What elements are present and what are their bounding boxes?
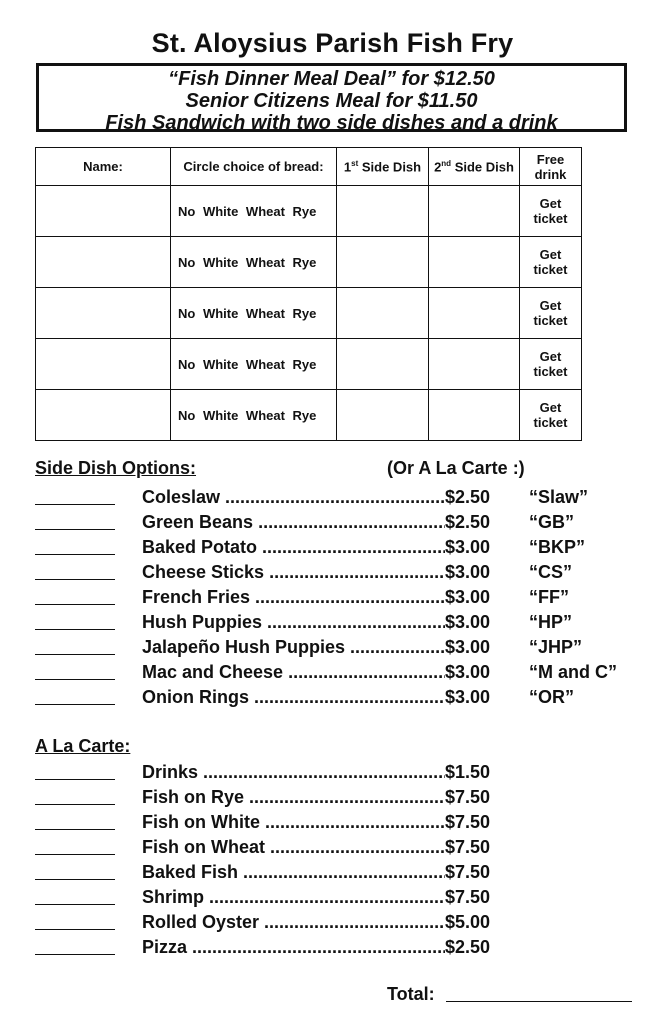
item-name: Jalapeño Hush Puppies ..... bbox=[142, 636, 445, 658]
item-abbreviation: “BKP” bbox=[529, 537, 586, 557]
item-name: Fish on White ..... bbox=[142, 811, 445, 833]
item-price: $2.50 bbox=[445, 512, 491, 532]
quantity-blank[interactable] bbox=[35, 954, 115, 955]
quantity-blank[interactable] bbox=[35, 854, 115, 855]
drink-ticket: Get ticket bbox=[520, 288, 582, 339]
item-name: Shrimp ..... bbox=[142, 886, 445, 908]
list-item bbox=[0, 486, 665, 511]
item-abbreviation: “M and C” bbox=[529, 662, 617, 682]
quantity-blank[interactable] bbox=[35, 904, 115, 905]
item-price: $7.50 bbox=[445, 837, 491, 857]
drink-ticket: Get ticket bbox=[520, 390, 582, 441]
item-name: Onion Rings ..... bbox=[142, 686, 445, 708]
drink-ticket: Get ticket bbox=[520, 237, 582, 288]
side-dish-1-field[interactable] bbox=[337, 237, 429, 288]
item-name: Cheese Sticks ..... bbox=[142, 561, 445, 583]
name-field[interactable] bbox=[36, 237, 171, 288]
quantity-blank[interactable] bbox=[35, 704, 115, 705]
item-price: $2.50 bbox=[445, 937, 491, 957]
quantity-blank[interactable] bbox=[35, 879, 115, 880]
quantity-blank[interactable] bbox=[35, 779, 115, 780]
item-name: Fish on Rye ..... bbox=[142, 786, 445, 808]
item-abbreviation: “FF” bbox=[529, 587, 569, 607]
bread-choice[interactable]: No White Wheat Rye bbox=[171, 237, 337, 288]
item-name: French Fries ..... bbox=[142, 586, 445, 608]
item-price: $3.00 bbox=[445, 662, 491, 682]
item-name: Baked Potato ..... bbox=[142, 536, 445, 558]
quantity-blank[interactable] bbox=[35, 529, 115, 530]
side-dish-2-field[interactable] bbox=[429, 186, 520, 237]
item-price: $7.50 bbox=[445, 787, 491, 807]
list-item bbox=[0, 936, 665, 961]
table-row bbox=[36, 237, 582, 288]
list-item bbox=[0, 511, 665, 536]
list-item bbox=[0, 586, 665, 611]
item-price: $3.00 bbox=[445, 537, 491, 557]
list-item bbox=[0, 636, 665, 661]
item-name: Fish on Wheat ..... bbox=[142, 836, 445, 858]
a-la-carte-heading: A La Carte: bbox=[35, 736, 131, 756]
header-bread: Circle choice of bread: bbox=[171, 148, 337, 186]
item-abbreviation: “CS” bbox=[529, 562, 573, 582]
list-item bbox=[0, 911, 665, 936]
item-abbreviation: “JHP” bbox=[529, 637, 583, 657]
quantity-blank[interactable] bbox=[35, 554, 115, 555]
side-dish-2-field[interactable] bbox=[429, 390, 520, 441]
item-name: Hush Puppies ..... bbox=[142, 611, 445, 633]
bread-choice[interactable]: No White Wheat Rye bbox=[171, 339, 337, 390]
bread-choice[interactable]: No White Wheat Rye bbox=[171, 186, 337, 237]
quantity-blank[interactable] bbox=[35, 679, 115, 680]
item-name: Green Beans ..... bbox=[142, 511, 445, 533]
list-item bbox=[0, 686, 665, 711]
name-field[interactable] bbox=[36, 288, 171, 339]
deal-line-sandwich: Fish Sandwich with two side dishes and a drink bbox=[105, 112, 558, 134]
header-name: Name: bbox=[36, 148, 171, 186]
list-item bbox=[0, 561, 665, 586]
drink-ticket: Get ticket bbox=[520, 186, 582, 237]
deal-line-senior: Senior Citizens Meal for $11.50 bbox=[185, 90, 478, 112]
quantity-blank[interactable] bbox=[35, 629, 115, 630]
quantity-blank[interactable] bbox=[35, 604, 115, 605]
list-item bbox=[0, 761, 665, 786]
table-row bbox=[36, 186, 582, 237]
header-free-drink: Free drink bbox=[520, 148, 582, 186]
side-dish-1-field[interactable] bbox=[337, 390, 429, 441]
item-price: $3.00 bbox=[445, 612, 491, 632]
item-price: $3.00 bbox=[445, 637, 491, 657]
list-item bbox=[0, 886, 665, 911]
item-price: $3.00 bbox=[445, 587, 491, 607]
quantity-blank[interactable] bbox=[35, 804, 115, 805]
item-name: Rolled Oyster ..... bbox=[142, 911, 445, 933]
side-dish-2-field[interactable] bbox=[429, 237, 520, 288]
item-price: $7.50 bbox=[445, 862, 491, 882]
quantity-blank[interactable] bbox=[35, 654, 115, 655]
item-name: Drinks ..... bbox=[142, 761, 445, 783]
quantity-blank[interactable] bbox=[35, 579, 115, 580]
a-la-carte-note: (Or A La Carte :) bbox=[387, 458, 525, 478]
bread-choice[interactable]: No White Wheat Rye bbox=[171, 390, 337, 441]
table-row bbox=[36, 390, 582, 441]
name-field[interactable] bbox=[36, 339, 171, 390]
quantity-blank[interactable] bbox=[35, 504, 115, 505]
item-name: Coleslaw ..... bbox=[142, 486, 445, 508]
bread-choice[interactable]: No White Wheat Rye bbox=[171, 288, 337, 339]
item-abbreviation: “Slaw” bbox=[529, 487, 589, 507]
order-table-header bbox=[36, 148, 582, 186]
list-item bbox=[0, 661, 665, 686]
side-dish-2-field[interactable] bbox=[429, 339, 520, 390]
item-price: $5.00 bbox=[445, 912, 491, 932]
item-name: Pizza ..... bbox=[142, 936, 445, 958]
meal-deal-box bbox=[36, 63, 627, 132]
side-dish-1-field[interactable] bbox=[337, 288, 429, 339]
page-title: St. Aloysius Parish Fish Fry bbox=[151, 28, 514, 58]
item-abbreviation: “OR” bbox=[529, 687, 574, 707]
list-item bbox=[0, 786, 665, 811]
header-side-dish-1: 1st Side Dish bbox=[337, 148, 429, 186]
total-field[interactable] bbox=[446, 1001, 632, 1002]
item-price: $3.00 bbox=[445, 562, 491, 582]
list-item bbox=[0, 811, 665, 836]
item-price: $1.50 bbox=[445, 762, 491, 782]
item-price: $7.50 bbox=[445, 812, 491, 832]
table-row bbox=[36, 288, 582, 339]
drink-ticket: Get ticket bbox=[520, 339, 582, 390]
item-name: Mac and Cheese ..... bbox=[142, 661, 445, 683]
side-dish-2-field[interactable] bbox=[429, 288, 520, 339]
item-price: $3.00 bbox=[445, 687, 491, 707]
header-side-dish-2: 2nd Side Dish bbox=[429, 148, 520, 186]
order-table bbox=[35, 147, 582, 441]
side-dish-heading: Side Dish Options: bbox=[35, 458, 197, 478]
side-dish-1-field[interactable] bbox=[337, 186, 429, 237]
name-field[interactable] bbox=[36, 186, 171, 237]
table-row bbox=[36, 339, 582, 390]
item-price: $7.50 bbox=[445, 887, 491, 907]
list-item bbox=[0, 836, 665, 861]
list-item bbox=[0, 536, 665, 561]
list-item bbox=[0, 611, 665, 636]
side-dish-1-field[interactable] bbox=[337, 339, 429, 390]
name-field[interactable] bbox=[36, 390, 171, 441]
quantity-blank[interactable] bbox=[35, 929, 115, 930]
total-label: Total: bbox=[387, 984, 435, 1004]
item-abbreviation: “GB” bbox=[529, 512, 574, 532]
item-price: $2.50 bbox=[445, 487, 491, 507]
list-item bbox=[0, 861, 665, 886]
deal-line-fish-dinner: “Fish Dinner Meal Deal” for $12.50 bbox=[168, 68, 495, 90]
item-name: Baked Fish ..... bbox=[142, 861, 445, 883]
quantity-blank[interactable] bbox=[35, 829, 115, 830]
item-abbreviation: “HP” bbox=[529, 612, 573, 632]
